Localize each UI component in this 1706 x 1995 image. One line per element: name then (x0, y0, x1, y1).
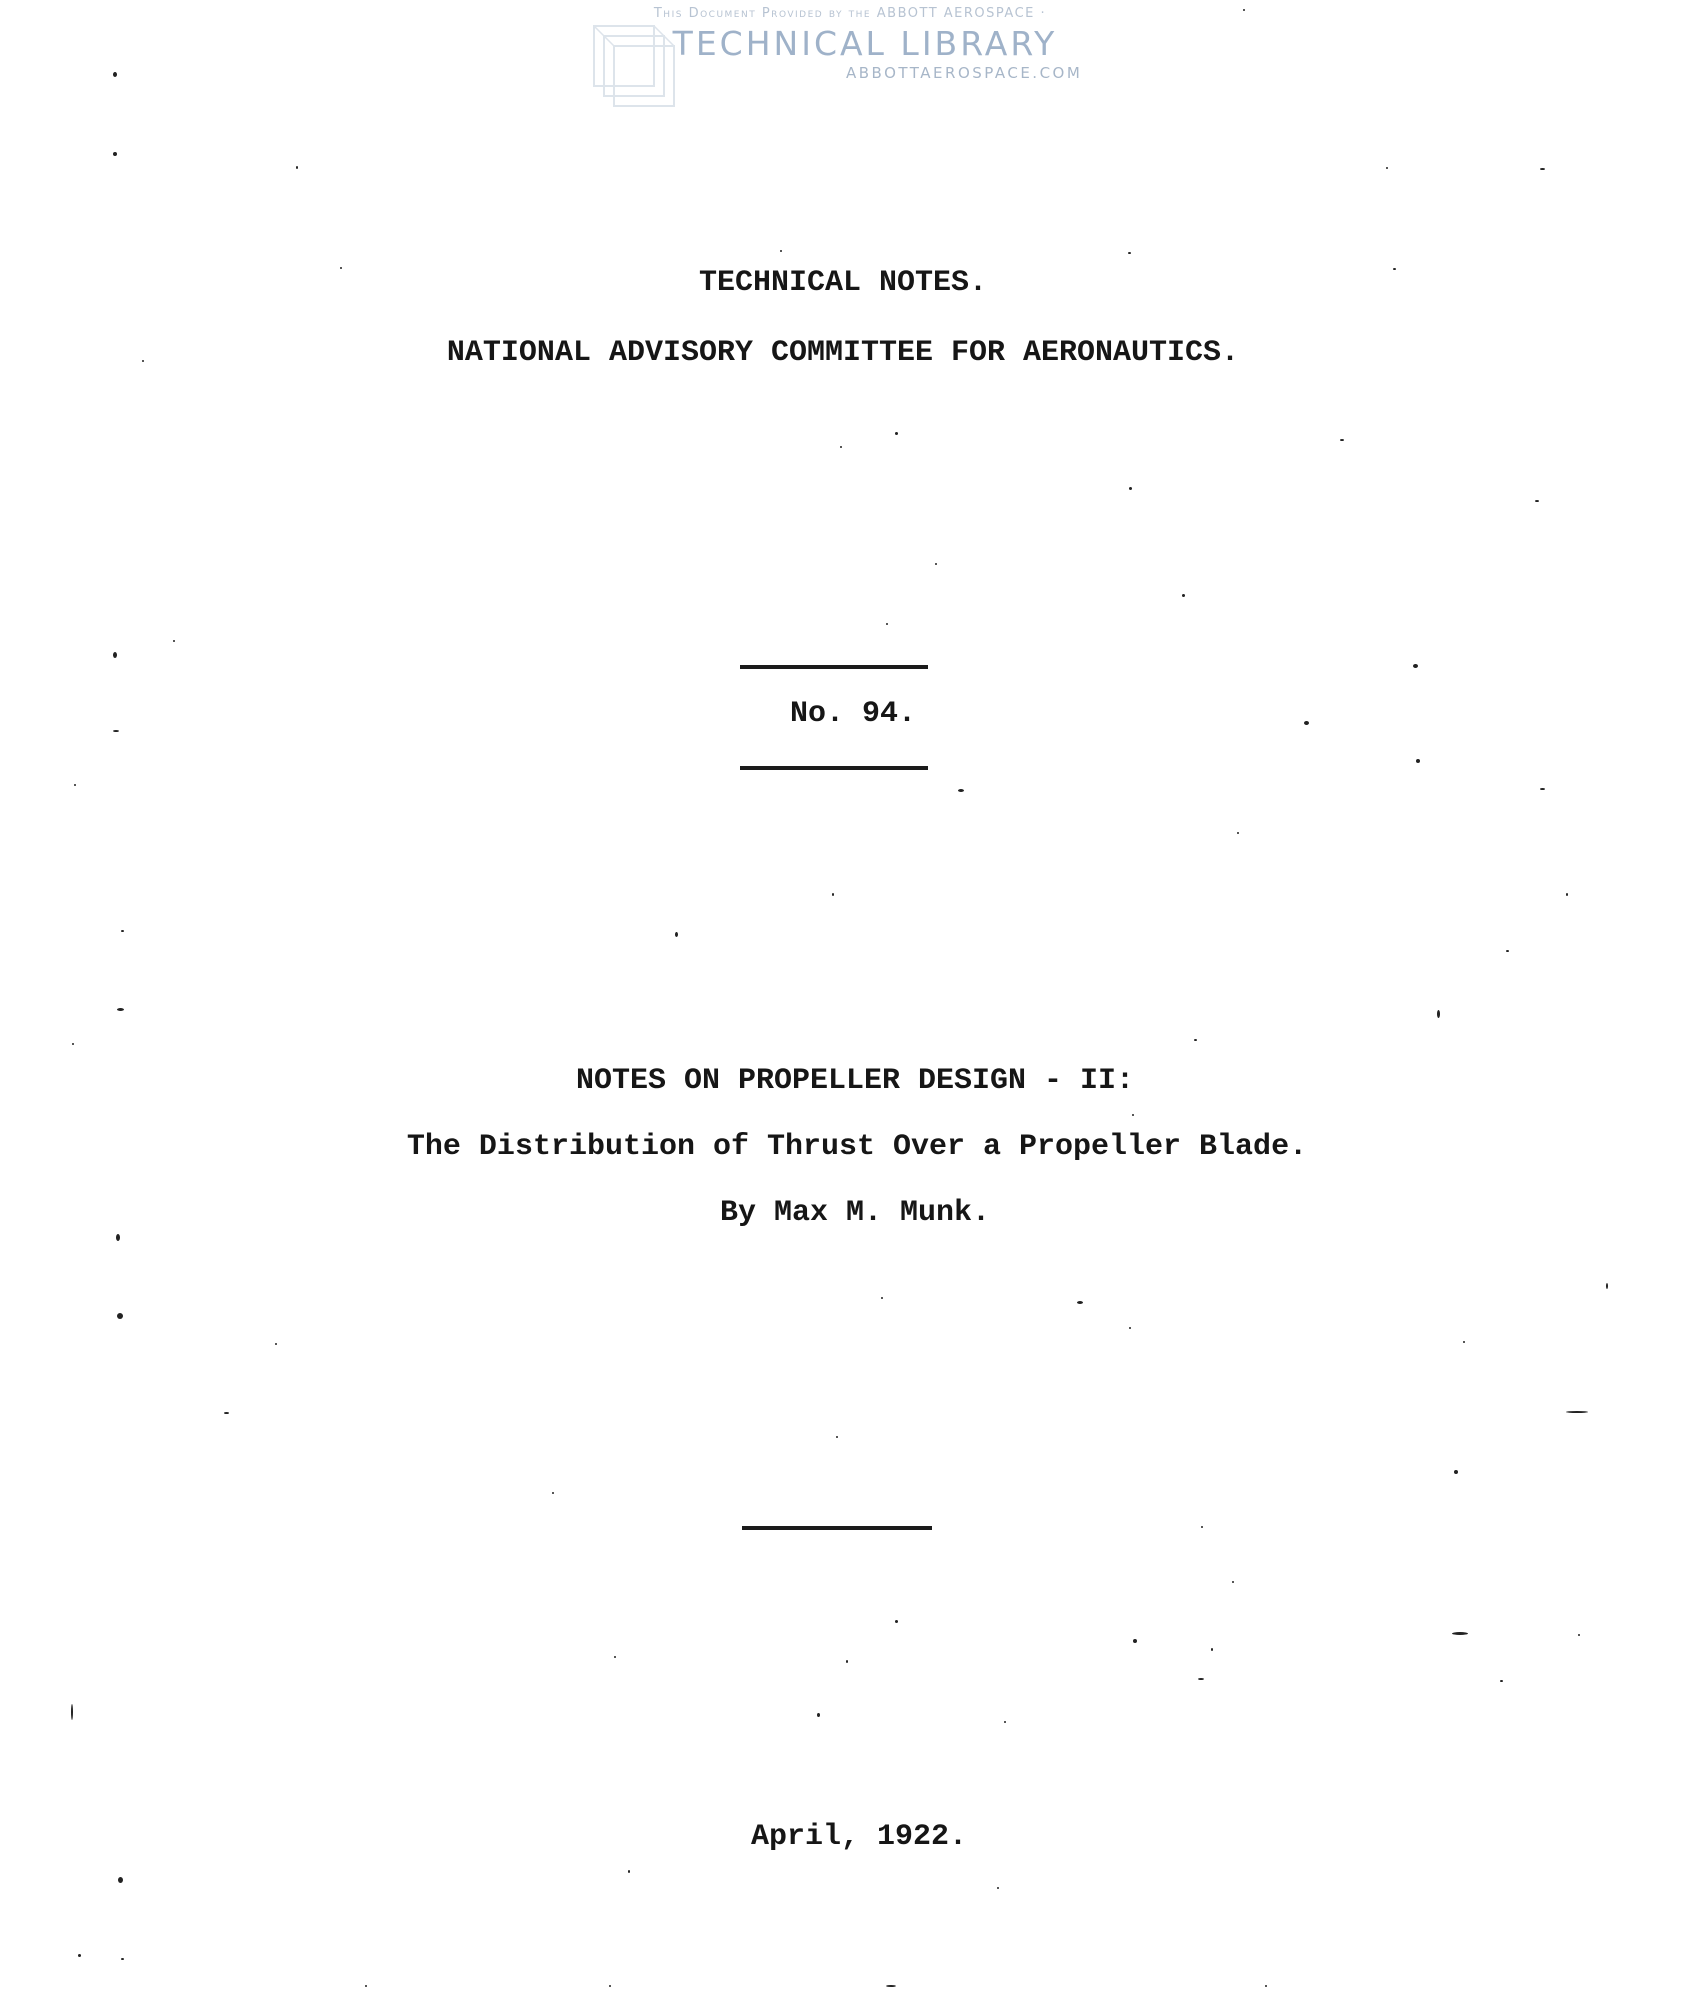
scan-speck (121, 930, 124, 932)
scan-speck (935, 563, 937, 565)
note-number: No. 94. (789, 697, 917, 731)
document-title: NOTES ON PROPELLER DESIGN - II: (575, 1064, 1135, 1098)
scan-speck (117, 1313, 123, 1319)
scan-speck (173, 640, 175, 642)
scan-speck (1194, 1039, 1197, 1041)
watermark-library-name: TECHNICAL LIBRARY (672, 24, 1058, 63)
scan-speck (817, 1713, 820, 1717)
scan-speck (365, 1985, 367, 1987)
scan-speck (118, 1877, 123, 1883)
library-watermark (580, 6, 1120, 116)
scan-speck (1506, 950, 1509, 952)
scan-speck (1265, 1985, 1267, 1987)
scan-speck (113, 652, 117, 658)
scan-speck (1201, 1526, 1203, 1528)
scan-speck (1198, 1678, 1204, 1680)
scan-speck (1129, 1327, 1131, 1329)
scan-speck (1540, 168, 1545, 170)
scan-speck (846, 1660, 848, 1663)
scan-speck (1386, 167, 1388, 169)
scan-speck (1413, 664, 1418, 668)
scan-speck (1182, 594, 1185, 597)
scan-speck (886, 1985, 896, 1987)
scan-speck (628, 1870, 630, 1873)
scan-speck (78, 1954, 81, 1957)
scan-speck (340, 267, 342, 269)
scan-speck (1077, 1301, 1083, 1304)
scan-speck (1454, 1470, 1458, 1474)
scan-speck (675, 932, 678, 937)
scan-speck (72, 1043, 74, 1045)
scan-speck (1340, 439, 1344, 441)
scan-speck (275, 1343, 277, 1345)
number-top-rule (740, 665, 928, 669)
scan-speck (614, 1656, 616, 1658)
scan-speck (1129, 487, 1132, 490)
scan-speck (1437, 1010, 1440, 1018)
scan-speck (552, 1492, 554, 1494)
document-date: April, 1922. (750, 1820, 968, 1854)
scan-speck (1500, 1680, 1503, 1682)
scan-speck (117, 1008, 124, 1011)
scan-speck (895, 1620, 898, 1623)
document-author: By Max M. Munk. (719, 1196, 991, 1230)
organization-heading: NATIONAL ADVISORY COMMITTEE FOR AERONAUTICS. (446, 336, 1240, 370)
scan-speck (832, 893, 834, 896)
scan-speck (113, 72, 117, 77)
scan-speck (1133, 1639, 1137, 1643)
scan-speck (113, 152, 117, 156)
scan-speck (121, 1958, 124, 1960)
scan-speck (113, 730, 119, 732)
scan-speck (1211, 1648, 1213, 1651)
scan-speck (296, 166, 298, 169)
scan-speck (1540, 788, 1545, 790)
scan-speck (1578, 1634, 1580, 1636)
watermark-provided-by: This Document Provided by the ABBOTT AEROSPACE · (653, 6, 1047, 21)
scan-speck (836, 1436, 838, 1438)
scan-speck (1237, 832, 1239, 834)
scan-speck (116, 1234, 120, 1241)
scan-speck (1304, 721, 1309, 725)
scan-speck (609, 1985, 611, 1987)
scan-speck (881, 1297, 883, 1299)
scan-speck (780, 250, 782, 252)
scan-speck (958, 789, 964, 792)
scan-speck (224, 1412, 229, 1414)
scan-speck (997, 1887, 999, 1889)
scan-speck (1393, 268, 1396, 270)
scan-speck (142, 360, 144, 362)
scan-speck (886, 623, 888, 625)
document-subtitle: The Distribution of Thrust Over a Propeller Blade. (406, 1130, 1308, 1164)
series-heading: TECHNICAL NOTES. (698, 266, 988, 300)
watermark-website: ABBOTTAEROSPACE.COM (846, 64, 1083, 82)
scan-speck (71, 1704, 73, 1720)
scan-speck (1132, 1114, 1134, 1116)
scan-speck (1416, 759, 1420, 763)
scan-speck (1232, 1581, 1234, 1583)
separator-rule (742, 1526, 932, 1530)
scan-speck (1566, 893, 1568, 896)
scan-speck (1004, 1721, 1006, 1723)
scan-speck (74, 784, 76, 786)
scan-speck (895, 432, 898, 435)
scan-speck (1243, 9, 1245, 11)
scan-speck (1452, 1632, 1468, 1635)
scan-speck (1463, 1341, 1465, 1343)
scan-speck (840, 446, 842, 448)
scan-speck (1128, 252, 1131, 254)
number-bottom-rule (740, 766, 928, 770)
scan-speck (1566, 1411, 1588, 1413)
scan-speck (1535, 500, 1539, 502)
scan-speck (1606, 1283, 1608, 1289)
